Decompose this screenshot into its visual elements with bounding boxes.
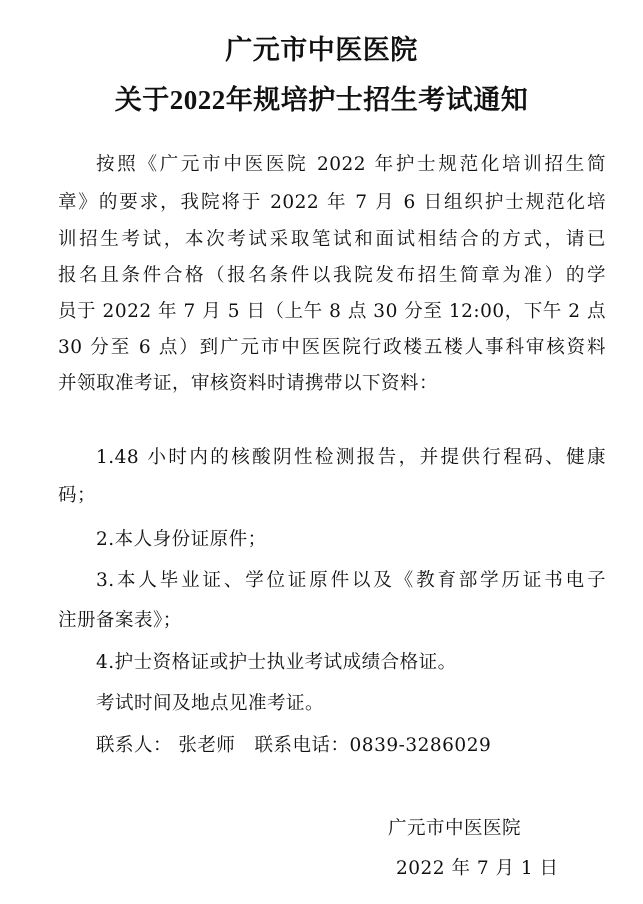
list-item: 3.本人毕业证、学位证原件以及《教育部学历证书电子 <box>96 570 606 591</box>
list-item-cont: 码； <box>58 485 97 506</box>
signature-date: 2022 年 7 月 1 日 <box>396 858 559 879</box>
contact-info: 联系人： 张老师 联系电话：0839-3286029 <box>96 735 492 756</box>
body-line: 并领取准考证，审核资料时请携带以下资料： <box>58 373 439 394</box>
body-line: 员于 2022 年 7 月 5 日（上午 8 点 30 分至 12:00，下午 2 点 <box>58 301 606 322</box>
body-line: 章》的要求，我院将于 2022 年 7 月 6 日组织护士规范化培 <box>58 192 606 213</box>
title-subject: 关于2022年规培护士招生考试通知 <box>114 85 529 115</box>
list-item: 1.48 小时内的核酸阴性检测报告，并提供行程码、健康 <box>96 447 606 468</box>
exam-note: 考试时间及地点见准考证。 <box>96 693 325 714</box>
list-item-cont: 注册备案表》； <box>58 610 182 631</box>
title-hospital: 广元市中医医院 <box>225 35 418 65</box>
signature-org: 广元市中医医院 <box>388 818 522 839</box>
body-line: 报名且条件合格（报名条件以我院发布招生简章为准）的学 <box>58 265 606 286</box>
list-item: 4.护士资格证或护士执业考试成绩合格证。 <box>96 652 457 673</box>
body-line: 训招生考试，本次考试采取笔试和面试相结合的方式，请已 <box>58 229 606 250</box>
body-line: 30 分至 6 点）到广元市中医医院行政楼五楼人事科审核资料 <box>58 337 606 358</box>
list-item: 2.本人身份证原件； <box>96 529 267 550</box>
body-line: 按照《广元市中医医院 2022 年护士规范化培训招生简 <box>96 154 606 175</box>
